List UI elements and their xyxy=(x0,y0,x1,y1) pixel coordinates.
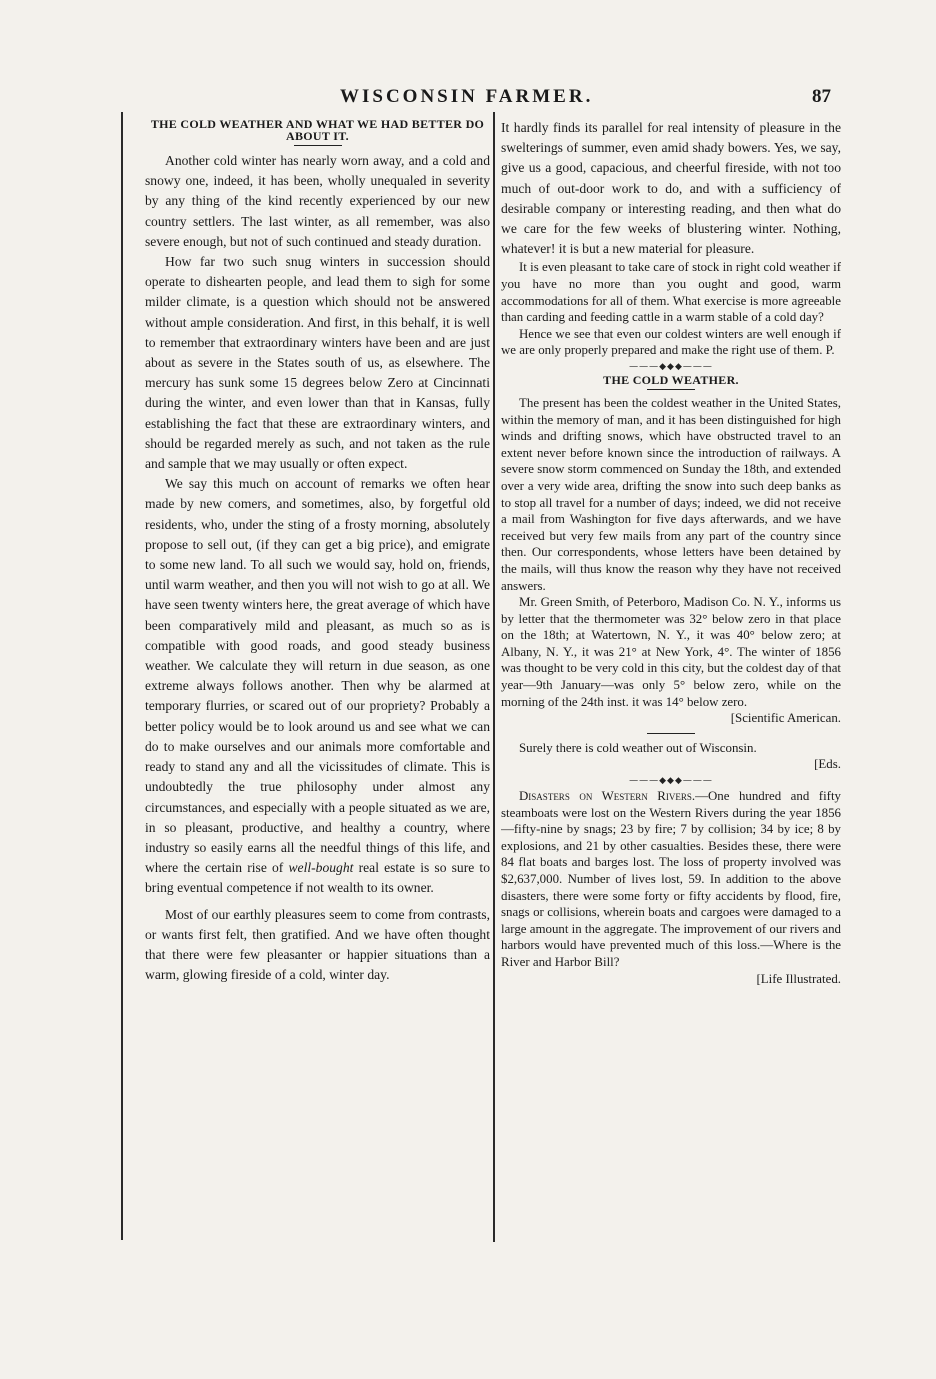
ornament-rule: ———◆◆◆——— xyxy=(629,361,713,372)
paragraph-text: We say this much on account of remarks we often hear made by new comers, and sometimes, also, by forgetful old residents, who, under the sting of a frosty morning, absolutely propose to sell out, (if they can get a big price), and emigrate to some new land. To all such we would say, hold on, friends, until warm weather, and then you will not wish to go at all. We have seen twenty winters here, the great average of which have been comparatively mild and pleasant, as much so as is compatible with good roads, and good steady business weather. We calculate they will return in due season, as one extreme always follows another. Then why be alarmed at temporary flurries, or scared out of our propriety? Probably a better policy would be to look around us and see what we can do to make ourselves and our animals more comfortable and ready to stand any and all the vicissitudes of climate. This is undoubtedly the true philosophy under almost any circumstances, and especially with a people situated as we are, in so pleasant, productive, and healthy a country, where industry so easily earns all the needful things of this life, and where the certain rise of xyxy=(145,476,490,876)
article-paragraph: It is even pleasant to take care of stock in right cold weather if you have no more than you ought and good, warm accommodations for all of them. What exercise is more agreeable than carding and feeding cattle in a warm stable of a cold day? xyxy=(501,260,841,325)
editor-note: Surely there is cold weather out of Wisconsin. xyxy=(519,740,757,755)
paragraph-text: —One hundred and fifty steamboats were lost on the Western Rivers during the year 1856—fifty-nine by snags; 23 by fire; 7 by collision; 34 by ice; 8 by explosions, and 21 by other casualties. Besides these, there were 84 flat boats and barges lost. The loss of property involved was $2,637,000. Number of lives lost, 59. In addition to the above disasters, there were some forty or fifty accidents by flood, fire, snags or collisions, wherein boats and cargoes were damaged to a large amount in the aggregate. The improvement of our rivers and harbors would have prevented much of this loss.—Where is the River and Harbor Bill? xyxy=(501,789,841,969)
left-column xyxy=(145,118,490,1248)
column-rule-left xyxy=(121,112,123,1240)
article-paragraph: Another cold winter has nearly worn away, and a cold and snowy one, indeed, it has been, wholly unequaled in severity by any thing of the kind recently experienced by our new country settlers. The last winter, as all remember, was also severe enough, but not of such continued and steady duration. xyxy=(145,153,490,249)
article-title: THE COLD WEATHER AND WHAT WE HAD BETTER DO ABOUT IT. xyxy=(150,118,485,143)
column-rule-middle xyxy=(493,112,495,1242)
article-lead: Disasters on Western Rivers. xyxy=(519,789,696,804)
italic-phrase: well-bought xyxy=(288,860,354,876)
article-paragraph: Most of our earthly pleasures seem to come from contrasts, or wants first felt, then gratified. And we have often thought that there were few pleasanter or happier situations than a warm, glowing fireside of a cold, winter day. xyxy=(145,906,490,983)
editor-signature: [Eds. xyxy=(814,757,841,772)
source-attribution: [Scientific American. xyxy=(730,711,841,726)
article-paragraph: The present has been the coldest weather in the United States, within the memory of man, and it has been distinguished for high winds and drifting snows, which have obstructed travel to an extent never before known since the introduction of railways. A severe snow storm commenced on Sunday the 18th, and extended over a very wide area, drifting the snow into such deep banks as to stop all travel for a number of days; indeed, we did not receive a mail from Washington for five days afterwards, and we have received but very few mails from any part of the country since then. Our correspondents, whose letters have been detained by the mails, will thus know the reason why they have not received answers. xyxy=(501,395,841,593)
page-number: 87 xyxy=(812,86,831,107)
article-paragraph: It hardly finds its parallel for real intensity of pleasure in the swelterings of summer, even amid shady bowers. Yes, we say, give us a good, capacious, and cheerful fireside, with not too much of out-door work to do, and with a sufficiency of desirable company or interesting reading, and then what do we care for the few weeks of blustering winter. Nothing, whatever! it is but a new material for pleasure. xyxy=(501,120,841,257)
paragraph-text: Hence we see that even our coldest winters are well enough if we are only properly prepared and make the right use of them. xyxy=(501,326,841,358)
note-rule xyxy=(647,733,695,734)
ornament-rule: ———◆◆◆——— xyxy=(629,776,713,787)
running-head xyxy=(0,86,936,112)
article-paragraph xyxy=(501,788,841,971)
source-attribution: [Life Illustrated. xyxy=(756,971,841,986)
article-paragraph: How far two such snug winters in succession should operate to dishearten people, and lead them to sigh for some milder climate, is a question which should not be answered without ample consideration. And first, in this behalf, it is well to remember that extraordinary winters have been and are just about as severe in the States south of us, as elsewhere. The mercury has sunk some 15 degrees below Zero at Cincinnati during the winter, and even lower than that in Kansas, fully establishing the fact that these are extraordinary winters, and should be regarded merely as such, and not taken as the rule and sample that we may usually or often expect. xyxy=(145,254,490,472)
paragraph-text-end: real estate is so sure to bring eventual competence if not wealth to its owner. xyxy=(145,860,490,896)
title-rule xyxy=(647,389,695,390)
article-paragraph xyxy=(501,326,841,359)
paper-title: WISCONSIN FARMER. xyxy=(340,86,594,107)
signature: P. xyxy=(825,343,835,358)
article-paragraph xyxy=(145,474,490,898)
article-title: THE COLD WEATHER. xyxy=(603,372,739,387)
title-rule xyxy=(294,145,342,146)
article-paragraph: Mr. Green Smith, of Peterboro, Madison Co. N. Y., informs us by letter that the thermometer was 32° below zero in that place on the 18th; at Watertown, N. Y., it was 40° below zero; at Albany, N. Y., it was 21° at New York, 4°. The winter of 1856 was thought to be very cold in this city, but the coldest day of that year—9th January—was only 5° below zero, while on the morning of the 24th inst. it was 14° below zero. xyxy=(501,595,841,709)
right-column xyxy=(501,118,841,1248)
